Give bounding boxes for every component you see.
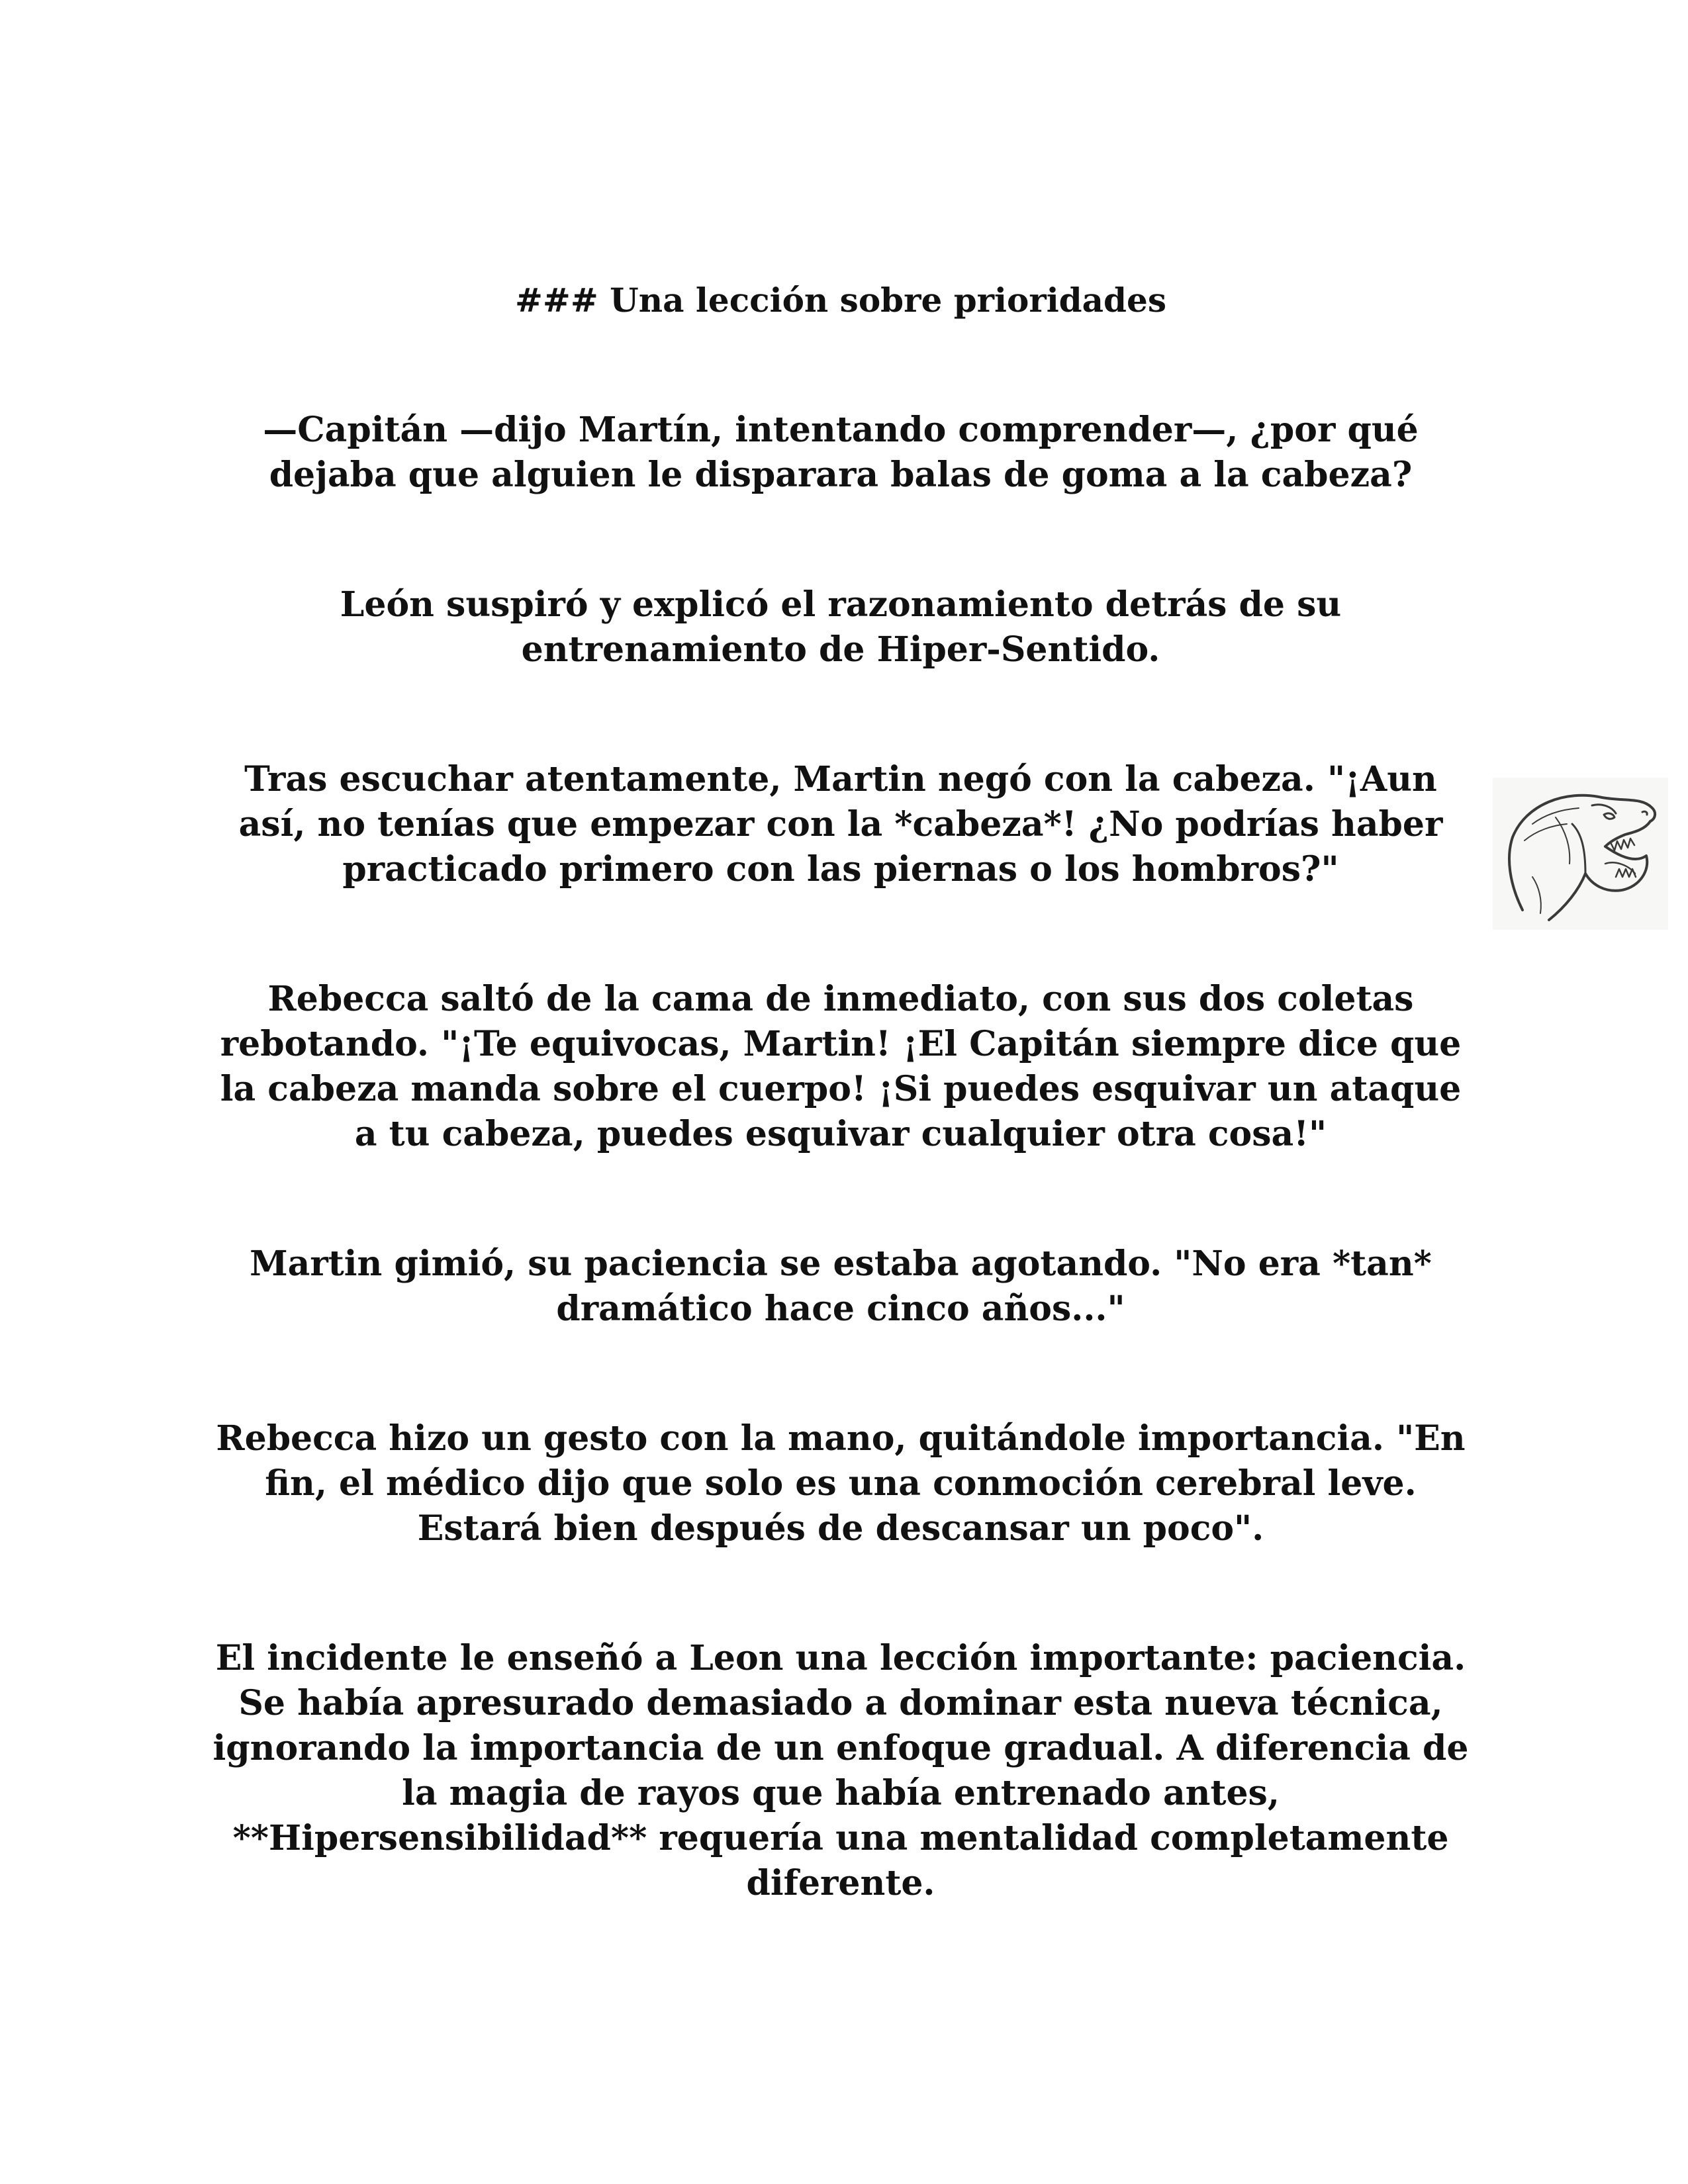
paragraph-6: Rebecca hizo un gesto con la mano, quitándole importancia. "En fin, el médico dijo que solo es una conmoción cerebral leve. Estará bien después de descansar un poco". [216, 1418, 1466, 1549]
paragraph-5: Martin gimió, su paciencia se estaba agotando. "No era *tan* dramático hace cinco años..." [250, 1244, 1432, 1329]
paragraph-2: León suspiró y explicó el razonamiento detrás de su entrenamiento de Hiper-Sentido. [340, 584, 1342, 670]
paragraph-4: Rebecca saltó de la cama de inmediato, con sus dos coletas rebotando. "¡Te equivocas, Martin! ¡El Capitán siempre dice que la cabeza manda sobre el cuerpo! ¡Si puedes esquivar un ataque a tu cabeza, puedes esquivar cualquier otra cosa!" [220, 979, 1462, 1154]
section-heading: ### Una lección sobre prioridades [515, 281, 1166, 320]
paragraph-7: El incidente le enseñó a Leon una lección importante: paciencia. Se había apresurado demasiado a dominar esta nueva técnica, ignorando la importancia de un enfoque gradual. A diferencia de la magia de rayos que había entrenado antes, **Hipersensibilidad** requería una mentalidad completamente diferente. [212, 1638, 1469, 1903]
paragraph-3: Tras escuchar atentamente, Martin negó con la cabeza. "¡Aun así, no tenías que empezar con la *cabeza*! ¿No podrías haber practicado primero con las piernas o los hombros?" [238, 759, 1443, 889]
dinosaur-head-sketch-icon [1493, 778, 1668, 930]
document-body [212, 278, 1470, 1906]
paragraph-1: —Capitán —dijo Martín, intentando comprender—, ¿por qué dejaba que alguien le disparara balas de goma a la cabeza? [263, 410, 1419, 495]
